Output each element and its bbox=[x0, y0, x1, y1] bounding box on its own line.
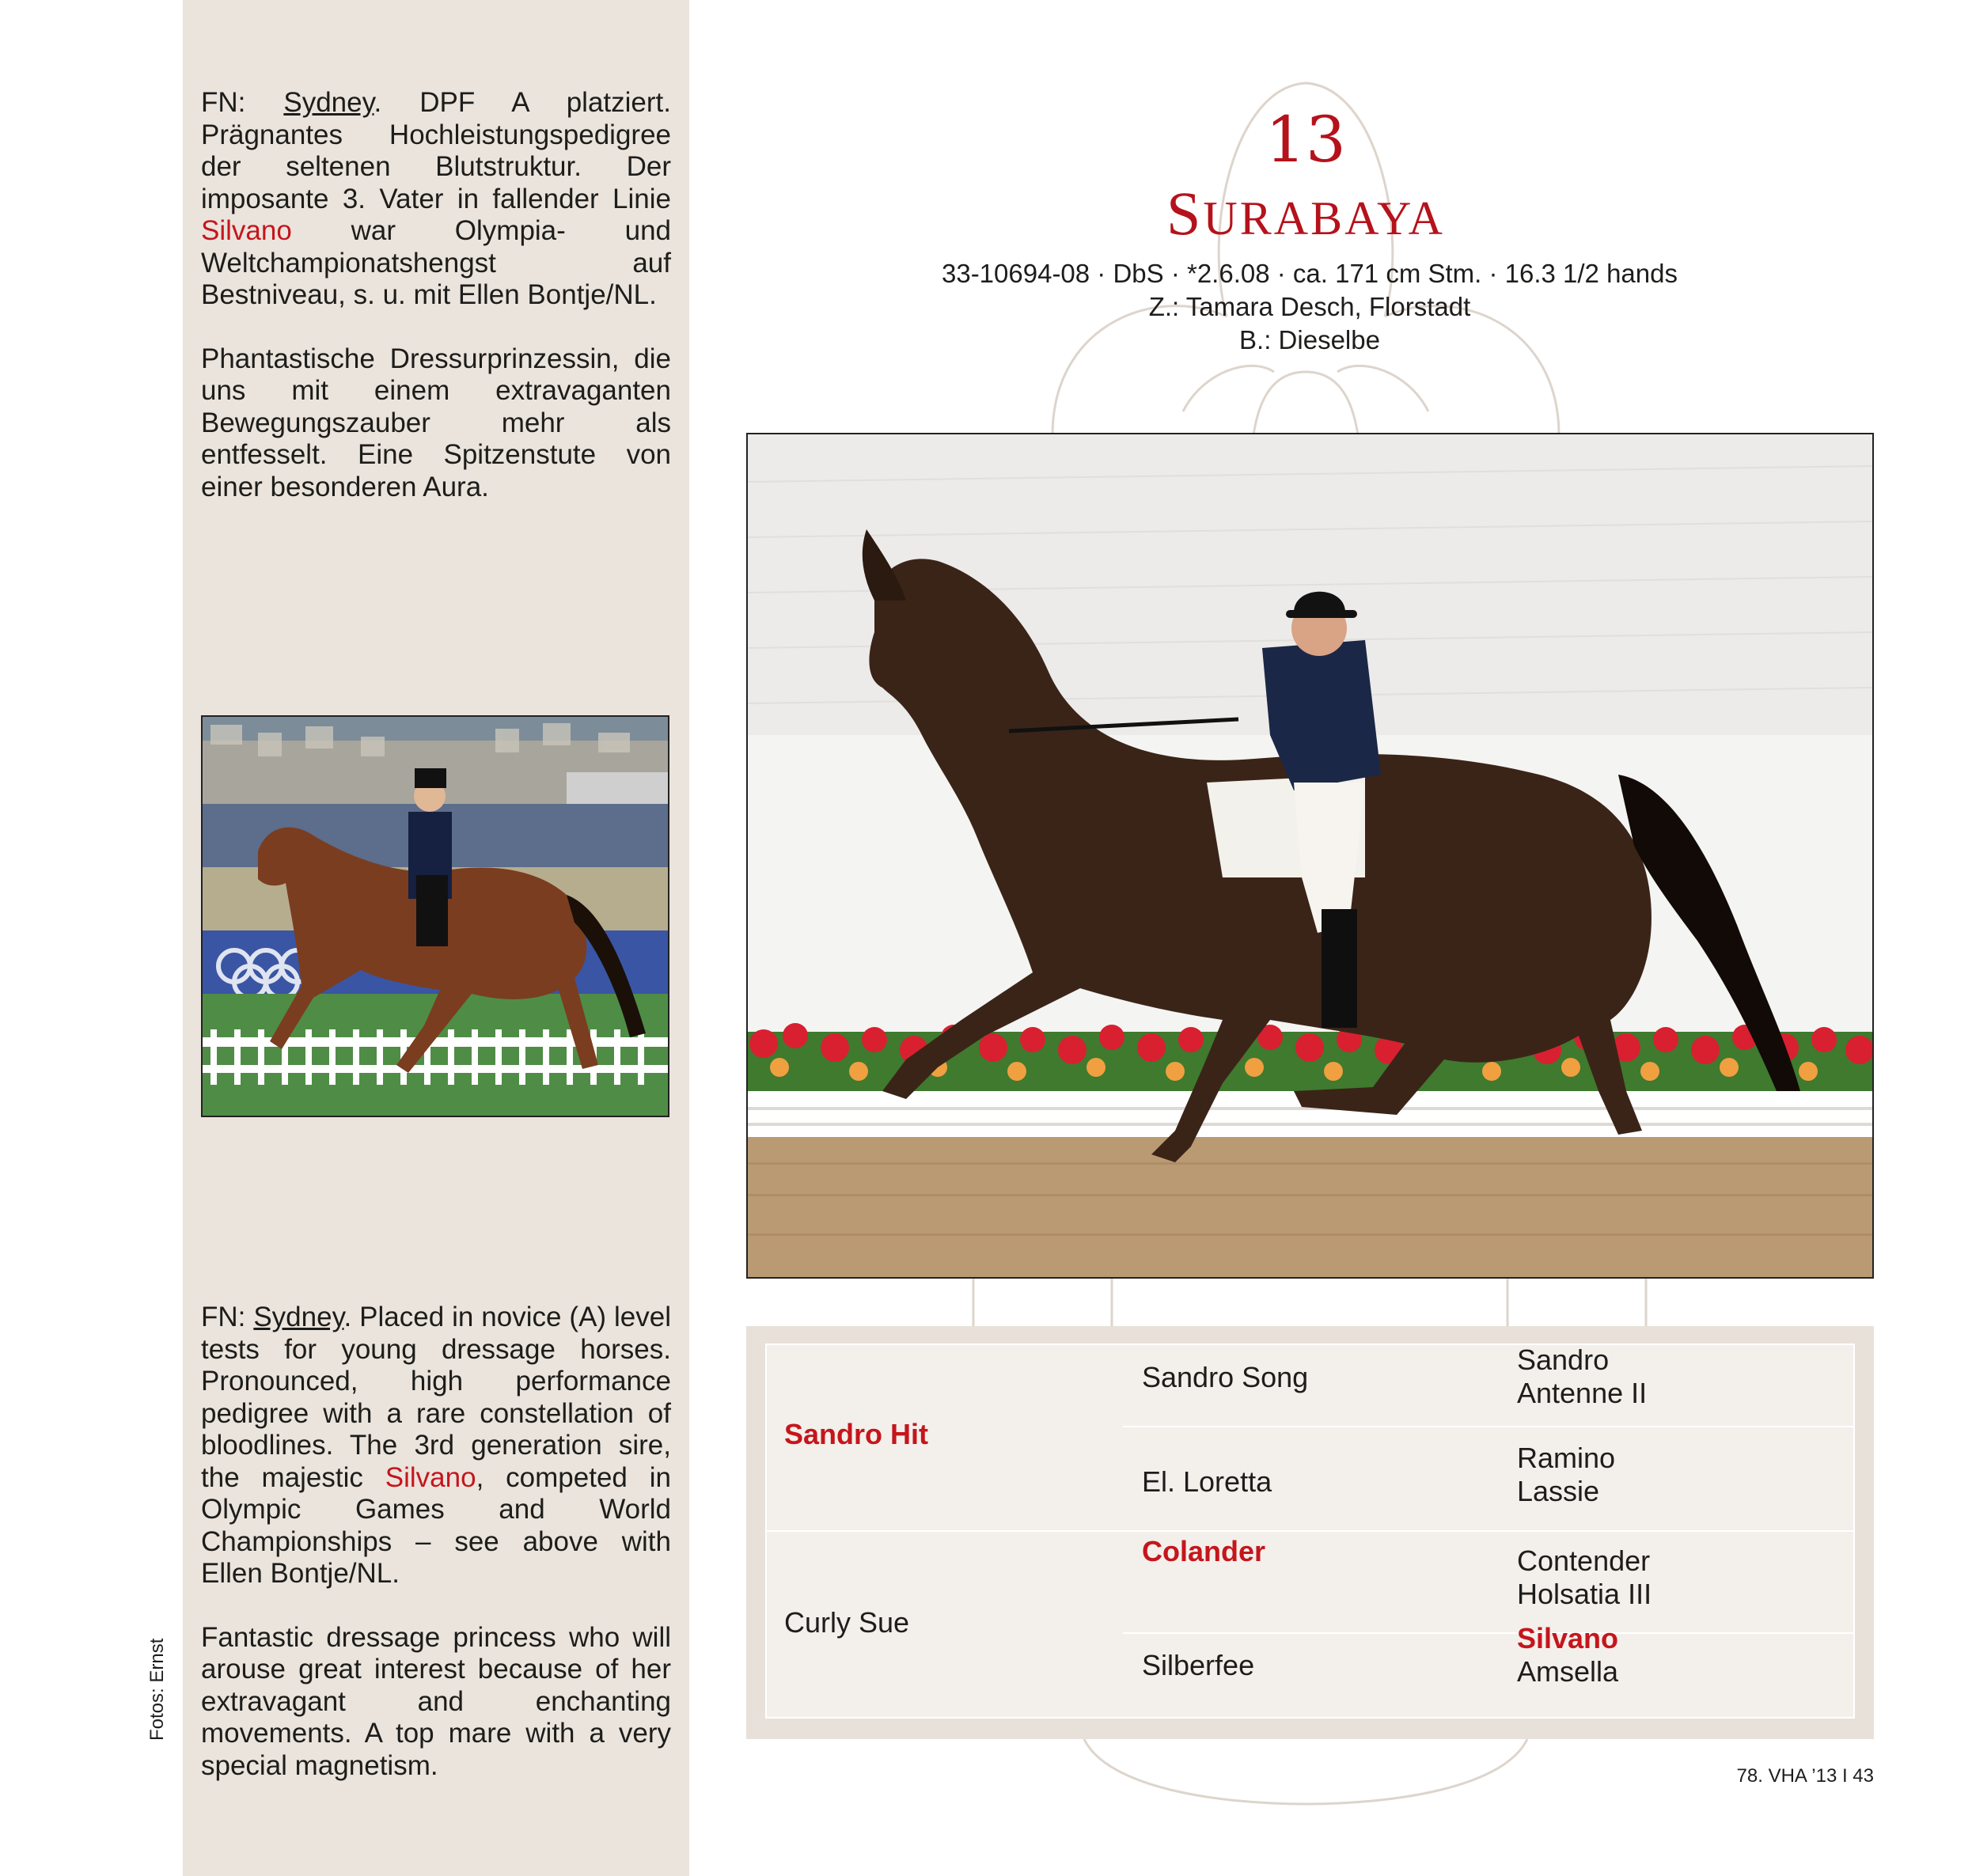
silvano-photo-illustration bbox=[203, 717, 668, 1116]
pedigree-sd-sire: Ramino bbox=[1517, 1442, 1616, 1474]
german-paragraph-2: Phantastische Dressurprinzessin, die uns mit einem extravaganten Bewegungszauber mehr als entfesselt. Eine Spitzenstute von einer besonderen Aura. bbox=[201, 343, 671, 502]
pedigree-ds-sire: Contender bbox=[1517, 1544, 1651, 1577]
pedigree-sd-dam: Lassie bbox=[1517, 1475, 1600, 1507]
lot-number: 13 bbox=[1265, 103, 1346, 176]
pedigree-ds-dam: Holsatia III bbox=[1517, 1578, 1652, 1610]
breeder-line: Z.: Tamara Desch, Florstadt bbox=[1148, 292, 1471, 321]
pedigree-divider-dam bbox=[1123, 1632, 1853, 1634]
german-text-part1: . DPF A platziert. Prägnantes Hochleistungspedigree der seltenen Blutstruktur. Der imposante 3. Vater in fallender Linie bbox=[201, 87, 671, 214]
german-text-part2: war Olympia- und Weltchampionatshengst auf Bestniveau, s. u. mit Ellen Bontje/NL. bbox=[201, 215, 671, 310]
pedigree-inner bbox=[765, 1344, 1855, 1719]
fn-sire-link: Sydney bbox=[283, 87, 374, 118]
pedigree-ss-sire: Sandro bbox=[1517, 1344, 1610, 1376]
pedigree-sire: Sandro Hit bbox=[784, 1418, 929, 1450]
english-text-part2: , competed in Olympic Games and World Championships – see above with Ellen Bontje/NL. bbox=[201, 1461, 672, 1589]
pedigree-divider-main bbox=[767, 1530, 1853, 1532]
owner-line: B.: Dieselbe bbox=[1239, 325, 1380, 354]
pedigree-table bbox=[746, 1326, 1874, 1739]
pedigree-divider-sire bbox=[1123, 1426, 1853, 1427]
pedigree-dam-sire: Colander bbox=[1142, 1535, 1266, 1567]
pedigree-dd-sire: Silvano bbox=[1517, 1622, 1619, 1654]
horse-name-initial: S bbox=[1166, 179, 1204, 248]
horse-name-rest: URABAYA bbox=[1203, 192, 1445, 244]
fn-sire-link: Sydney bbox=[253, 1302, 344, 1332]
pedigree-sire-sire: Sandro Song bbox=[1142, 1361, 1309, 1393]
description-german bbox=[201, 87, 671, 503]
german-paragraph-1 bbox=[201, 87, 671, 312]
english-text-part1: . Placed in novice (A) level tests for young dressage horses. Pronounced, high performance pedigree with a rare constellation of bloodlines. The 3rd generation sire, the majestic bbox=[201, 1302, 671, 1493]
main-horse-photo bbox=[746, 433, 1874, 1279]
surabaya-photo-illustration bbox=[748, 434, 1872, 1277]
english-paragraph-2: Fantastic dressage princess who will arouse great interest because of her extravagant and enchanting movements. A top mare with a very special magnetism. bbox=[201, 1621, 671, 1781]
horse-name bbox=[989, 178, 1622, 249]
pedigree-ss-dam: Antenne II bbox=[1517, 1377, 1648, 1409]
page-number: 78. VHA ’13 I 43 bbox=[1736, 1765, 1874, 1787]
fn-prefix: FN: bbox=[201, 87, 284, 118]
english-paragraph-1 bbox=[201, 1302, 671, 1590]
olympic-dressage-photo bbox=[201, 715, 669, 1117]
pedigree-sire-dam: El. Loretta bbox=[1142, 1465, 1272, 1498]
silvano-highlight: Silvano bbox=[201, 215, 292, 246]
pedigree-dd-dam: Amsella bbox=[1517, 1655, 1619, 1688]
silvano-highlight: Silvano bbox=[385, 1461, 476, 1493]
photo-credit: Fotos: Ernst bbox=[146, 1638, 168, 1741]
horse-registration-line: 33-10694-08 · DbS · *2.6.08 · ca. 171 cm Stm. · 16.3 1/2 hands bbox=[941, 259, 1678, 288]
fn-prefix: FN: bbox=[201, 1302, 254, 1332]
pedigree-dam: Curly Sue bbox=[784, 1606, 910, 1639]
pedigree-dam-dam: Silberfee bbox=[1142, 1649, 1255, 1681]
description-english bbox=[201, 1302, 671, 1782]
